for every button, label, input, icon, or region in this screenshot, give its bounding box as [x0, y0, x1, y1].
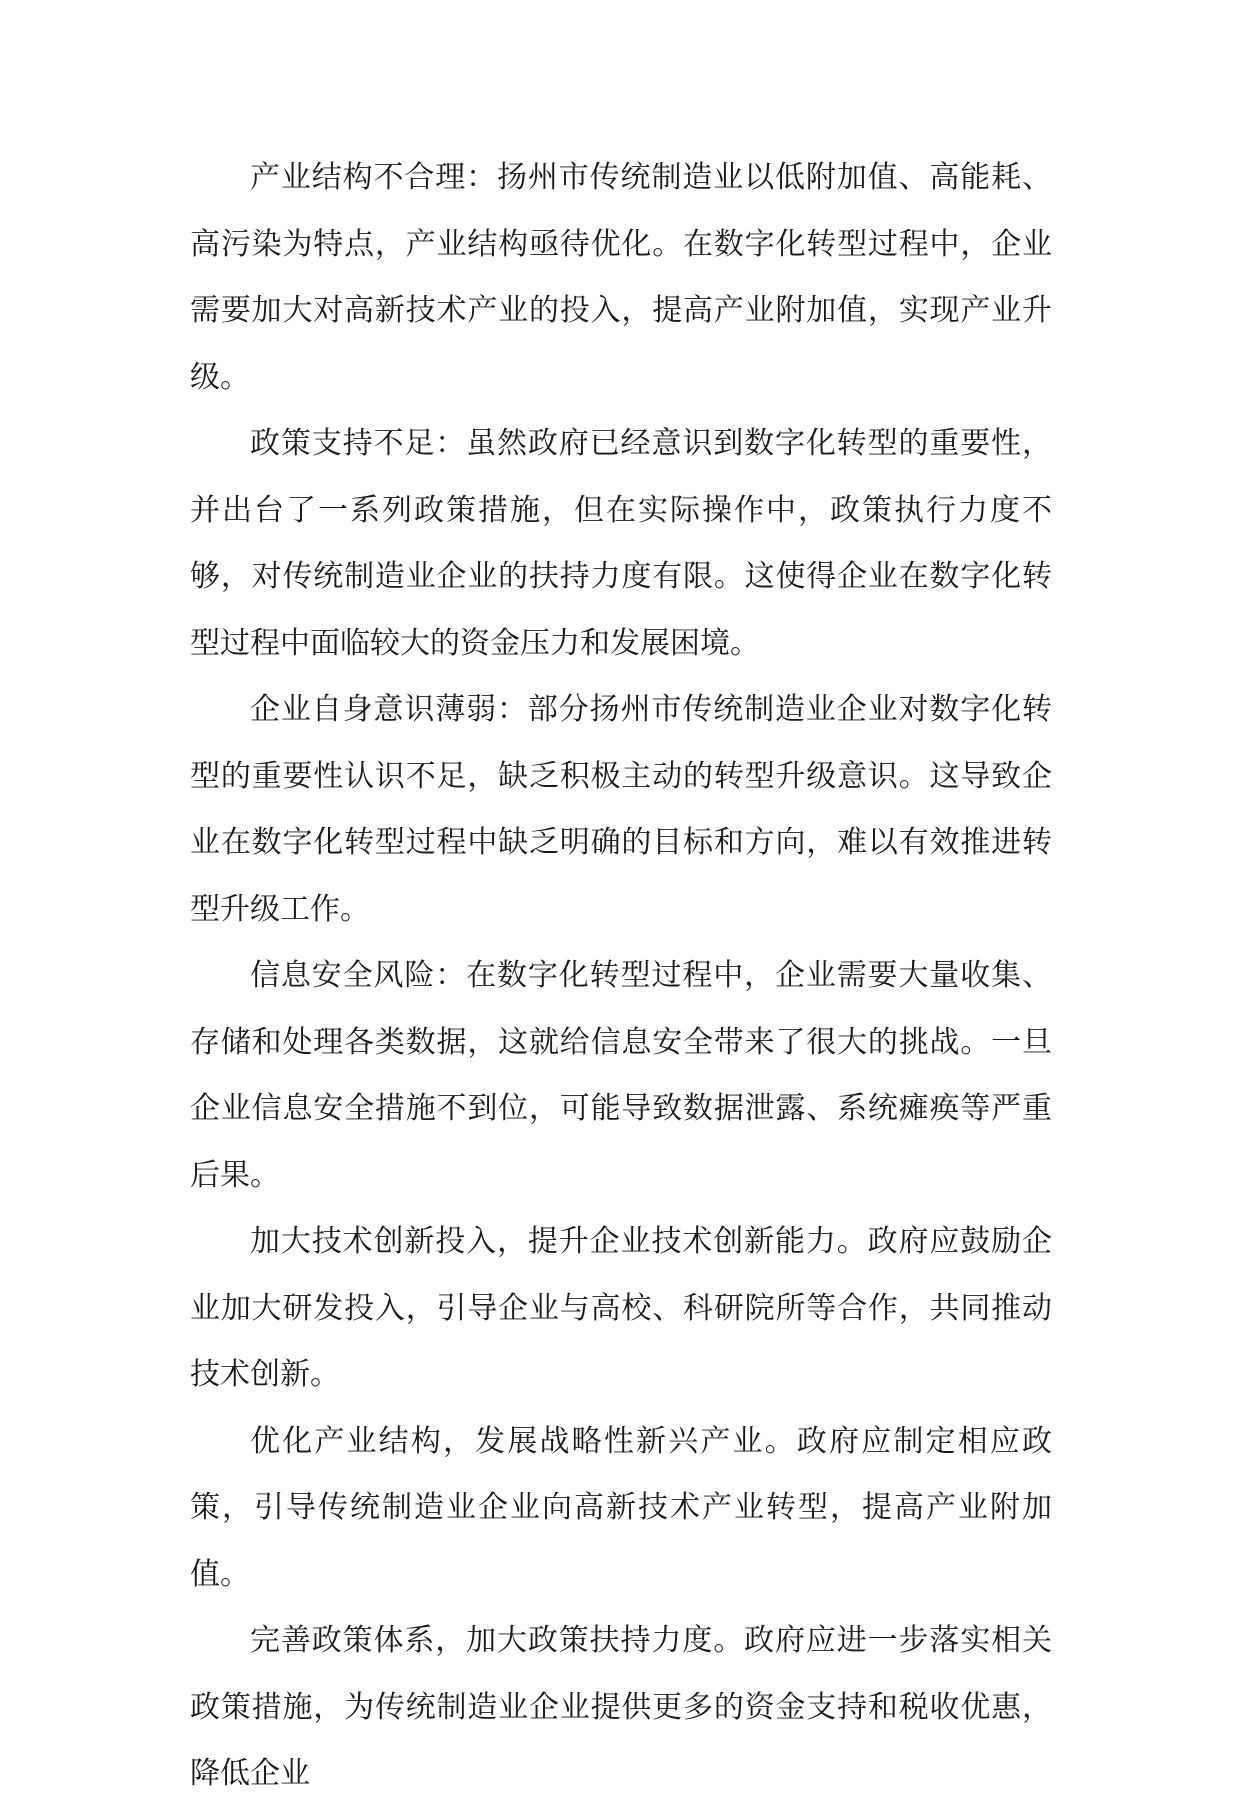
paragraph-policy-system: 完善政策体系，加大政策扶持力度。政府应进一步落实相关政策措施，为传统制造业企业提供更多的资金支持和税收优惠，降低企业: [190, 1623, 1052, 1791]
paragraph-policy-support: 政策支持不足：虽然政府已经意识到数字化转型的重要性，并出台了一系列政策措施，但在实际操作中，政策执行力度不够，对传统制造业企业的扶持力度有限。这使得企业在数字化转型过程中面临较大的资金压力和发展困境。: [190, 426, 1052, 661]
document-body: [190, 145, 1052, 1808]
paragraph-optimize-structure: 优化产业结构，发展战略性新兴产业。政府应制定相应政策，引导传统制造业企业向高新技术产业转型，提高产业附加值。: [190, 1423, 1052, 1592]
paragraph-industrial-structure: 产业结构不合理：扬州市传统制造业以低附加值、高能耗、高污染为特点，产业结构亟待优化。在数字化转型过程中，企业需要加大对高新技术产业的投入，提高产业附加值，实现产业升级。: [190, 160, 1052, 395]
paragraph-enterprise-awareness: 企业自身意识薄弱：部分扬州市传统制造业企业对数字化转型的重要性认识不足，缺乏积极主动的转型升级意识。这导致企业在数字化转型过程中缺乏明确的目标和方向，难以有效推进转型升级工作。: [190, 692, 1052, 927]
paragraph-technology-innovation: 加大技术创新投入，提升企业技术创新能力。政府应鼓励企业加大研发投入，引导企业与高校、科研院所等合作，共同推动技术创新。: [190, 1224, 1052, 1392]
paragraph-information-security: 信息安全风险：在数字化转型过程中，企业需要大量收集、存储和处理各类数据，这就给信息安全带来了很大的挑战。一旦企业信息安全措施不到位，可能导致数据泄露、系统瘫痪等严重后果。: [190, 958, 1052, 1193]
